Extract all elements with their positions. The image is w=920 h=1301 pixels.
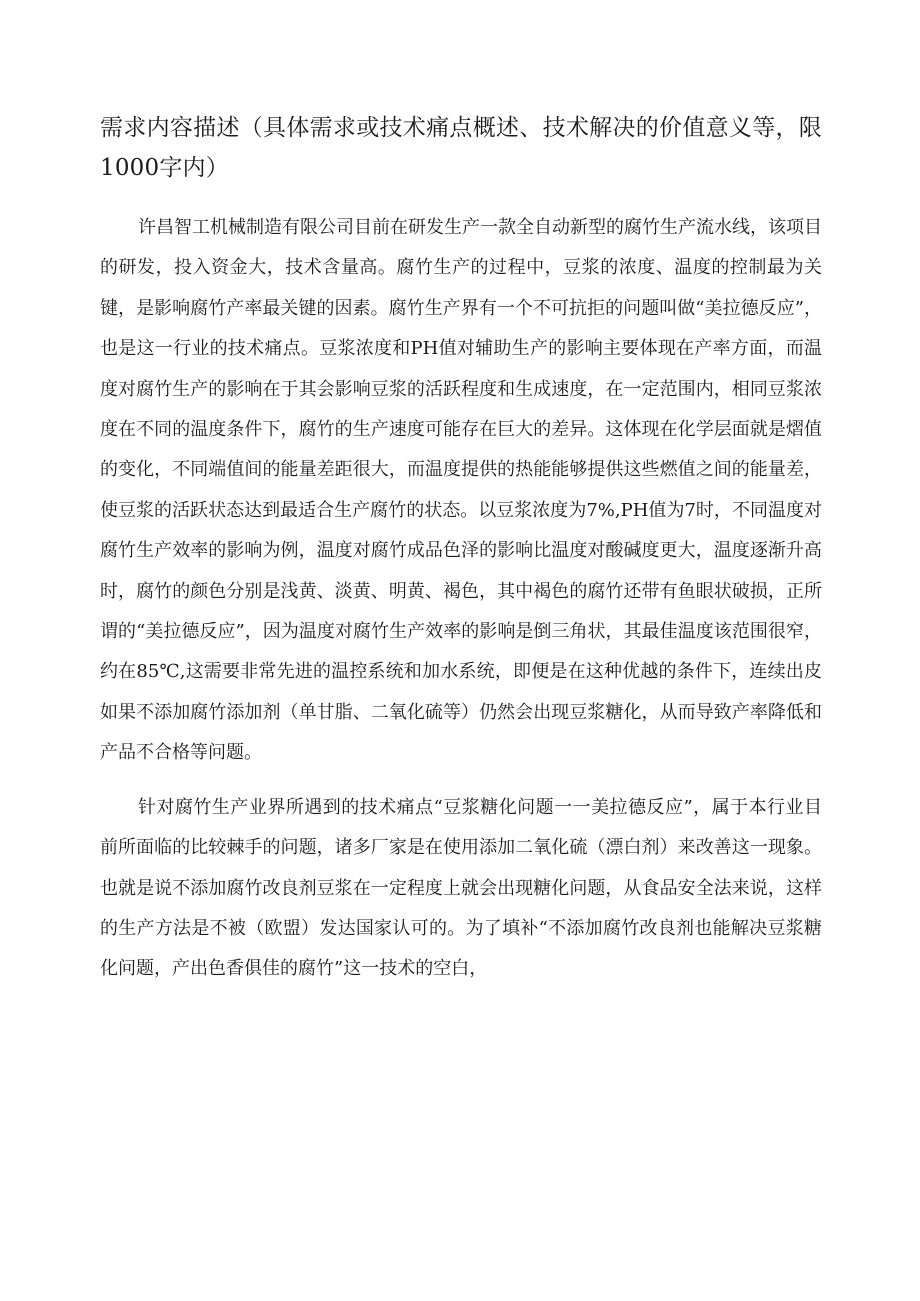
document-body — [100, 108, 822, 990]
section-heading: 需求内容描述（具体需求或技术痛点概述、技术解决的价值意义等，限1000字内） — [100, 115, 822, 181]
paragraph-company-background: 许昌智工机械制造有限公司目前在研发生产一款全自动新型的腐竹生产流水线，该项目的研发，投入资金大，技术含量高。腐竹生产的过程中，豆浆的浓度、温度的控制最为关键，是影响腐竹产率最关键的因素。腐竹生产界有一个不可抗拒的问题叫做“美拉德反应”，也是这一行业的技术痛点。豆浆浓度和PH值对辅助生产的影响主要体现在产率方面，而温度对腐竹生产的影响在于其会影响豆浆的活跃程度和生成速度，在一定范围内，相同豆浆浓度在不同的温度条件下，腐竹的生产速度可能存在巨大的差异。这体现在化学层面就是熠值的变化，不同端值间的能量差距很大，而温度提供的热能能够提供这些燃值之间的能量差，使豆浆的活跃状态达到最适合生产腐竹的状态。以豆浆浓度为7%,PH值为7时，不同温度对腐竹生产效率的影响为例，温度对腐竹成品色泽的影响比温度对酸碱度更大，温度逐渐升高时，腐竹的颜色分别是浅黄、淡黄、明黄、褐色，其中褐色的腐竹还带有鱼眼状破损，正所谓的“美拉德反应”，因为温度对腐竹生产效率的影响是倒三角状，其最佳温度该范围很窄，约在85℃,这需要非常先进的温控系统和加水系统，即便是在这种优越的条件下，连续出皮如果不添加腐竹添加剂（单甘脂、二氧化硫等）仍然会出现豆浆糖化，从而导致产率降低和产品不合格等问题。 — [100, 217, 822, 764]
paragraph-technical-pain-point: 针对腐竹生产业界所遇到的技术痛点“豆浆糖化问题一一美拉德反应”，属于本行业目前所面临的比较棘手的问题，诸多厂家是在使用添加二氧化硫（漂白剂）来改善这一现象。也就是说不添加腐竹改良剂豆浆在一定程度上就会出现糖化问题，从食品安全法来说，这样的生产方法是不被（欧盟）发达国家认可的。为了填补“不添加腐竹改良剂也能解决豆浆糖化问题，产出色香俱佳的腐竹”这一技术的空白， — [100, 796, 822, 980]
